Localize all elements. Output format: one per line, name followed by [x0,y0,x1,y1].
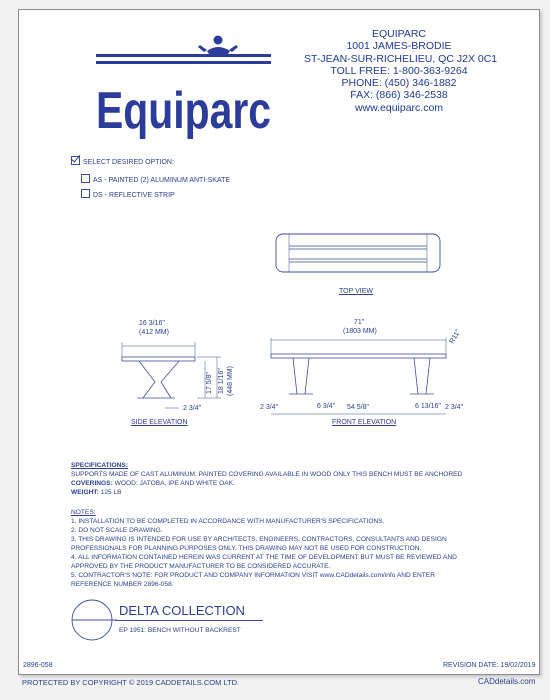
option-ds-checkbox[interactable] [81,189,90,198]
company-address-1: 1001 JAMES-BRODIE [346,40,452,53]
option-ds [81,189,175,199]
copyright-notice: PROTECTED BY COPYRIGHT © 2019 CADDETAILS.COM LTD. [22,678,240,687]
select-option-label: SELECT DESIRED OPTION: [83,159,174,166]
side-width-dim: 16 3/16" [139,320,165,327]
option-as [81,174,230,184]
note-line: REFERENCE NUMBER 2896-058. [71,581,174,588]
option-ds-label: DS - REFLECTIVE STRIP [93,192,175,199]
company-info [304,28,498,114]
side-base-dim: 2 3/4" [183,405,202,412]
notes-heading: NOTES: [71,509,96,516]
note-line: 1. INSTALLATION TO BE COMPLETED IN ACCORDANCE WITH MANUFACTURER'S SPECIFICATIONS. [71,518,385,525]
side-height-2-mm: (448 MM) [227,366,234,396]
front-elevation-label: FRONT ELEVATION [332,419,397,426]
side-width-mm: (412 MM) [139,329,169,336]
coverings-label: COVERINGS: [71,480,113,487]
front-left-offset: 6 3/4" [317,403,336,410]
caddetails-link[interactable]: CADdetails.com [478,677,536,686]
front-right-offset: 6 13/16" [415,403,441,410]
note-line: 4. ALL INFORMATION CONTAINED HEREIN WAS CURRENT AT THE TIME OF DEVELOPMENT BUT MUST BE REVIEWED AND [71,554,457,561]
select-option-checkbox[interactable] [71,156,80,165]
note-line: 3. THIS DRAWING IS INTENDED FOR USE BY ARCHITECTS, ENGINEERS, CONTRACTORS, CONSULTANTS AND DESIGN [71,536,447,543]
revision-date: REVISION DATE: 19/02/2019 [443,662,536,669]
side-height-2: 18 1/16" [218,368,225,394]
logo-wordmark: Equiparc [96,82,271,140]
side-height-1: 17 5/8" [206,372,213,394]
note-line: 5. CONTRACTOR'S NOTE: FOR PRODUCT AND COMPANY INFORMATION VISIT www.CADdetails.com/info AND ENTER [71,572,435,579]
front-width-mm: (1803 MM) [343,328,377,335]
company-website[interactable]: www.equiparc.com [354,101,444,114]
title-divider [115,620,263,621]
front-left-edge-dim: 2 3/4" [260,404,279,411]
front-right-edge-dim: 2 3/4" [445,404,464,411]
specifications-heading: SPECIFICATIONS: [71,462,129,469]
specifications-weight [71,489,122,497]
front-center-dim: 54 5/8" [347,404,369,411]
option-as-label: AS - PAINTED (2) ALUMINUM ANTI-SKATE [93,177,231,184]
coverings-value: WOOD: JATOBA, IPE AND WHITE OAK. [112,480,235,487]
front-radius-dim: R11" [448,328,463,345]
side-elevation-drawing [109,312,239,412]
product-title: EP 1951: BENCH WITHOUT BACKREST [119,627,241,634]
note-line: APPROVED BY THE PRODUCT MANUFACTURER TO BE CONSIDERED ACCURATE. [71,563,331,570]
company-fax: FAX: (866) 346-2538 [350,89,448,102]
note-line: 2. DO NOT SCALE DRAWING. [71,527,163,534]
collection-title: DELTA COLLECTION [119,603,245,618]
top-view-drawing [274,232,444,277]
company-tollfree: TOLL FREE: 1-800-363-9264 [330,64,468,77]
specifications-coverings [71,480,235,488]
title-block-symbol [69,598,119,644]
option-as-checkbox[interactable] [81,174,90,183]
top-view-label: TOP VIEW [339,288,373,295]
front-width-dim: 71" [354,319,365,326]
note-line: PROFESSIONALS FOR PLANNING PURPOSES ONLY. THIS DRAWING MAY NOT BE USED FOR CONSTRUCTION. [71,545,422,552]
side-elevation-label: SIDE ELEVATION [131,419,188,426]
drawing-sheet [18,9,540,675]
reference-number: 2896-058 [23,662,53,669]
front-elevation-drawing [251,316,471,416]
equiparc-logo [94,30,294,140]
weight-value: 125 LB [98,489,122,496]
select-option-heading [71,156,174,166]
weight-label: WEIGHT: [71,489,99,496]
company-address-2: ST-JEAN-SUR-RICHELIEU, QC J2X 0C1 [304,52,498,65]
company-phone: PHONE: (450) 346-1882 [341,77,457,90]
company-name: EQUIPARC [371,28,427,40]
specifications-line-1: SUPPORTS MADE OF CAST ALUMINUM. PAINTED COVERING AVAILABLE IN WOOD ONLY THIS BENCH MUST BE ANCHORED [71,471,463,478]
